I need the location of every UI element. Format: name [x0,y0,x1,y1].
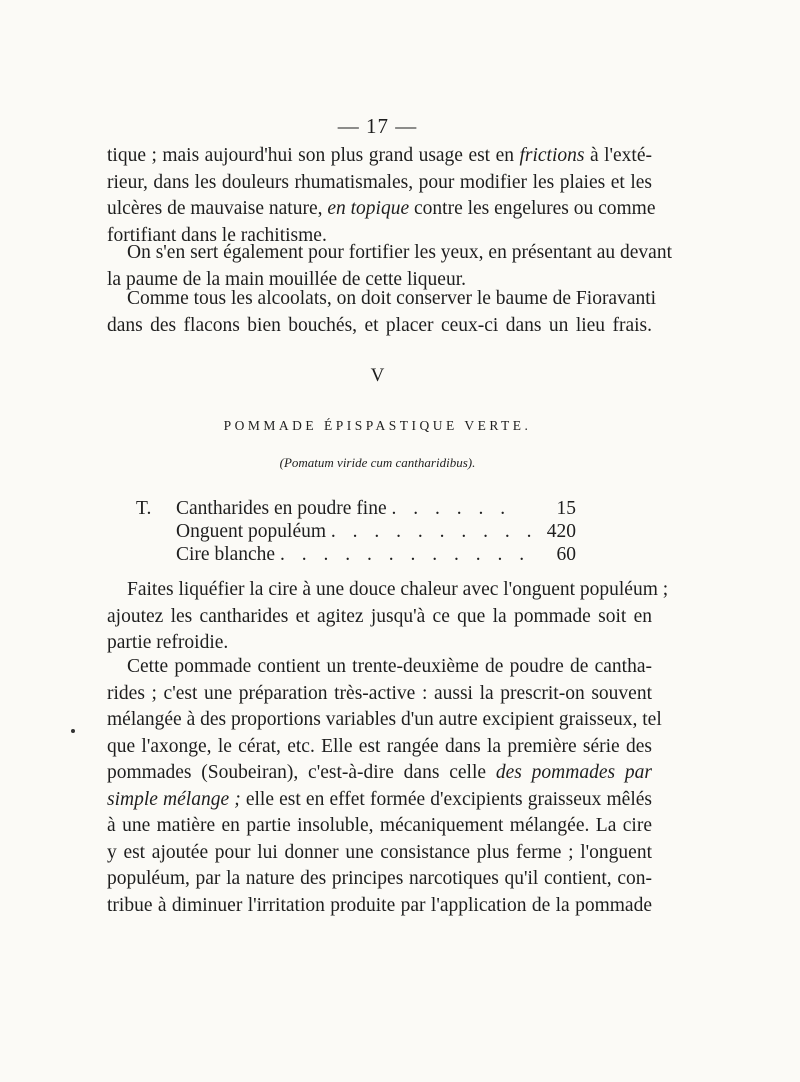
text-line: Comme tous les alcoolats, on doit conserver le baume de Fioravanti [127,288,657,309]
recipe-item-qty: 60 [556,544,576,565]
text-line: fortifiant dans le rachitisme. [107,224,327,246]
paragraph [107,654,662,919]
text-line: à une matière en partie insoluble, mécaniquement mélangée. La cire [107,815,652,836]
text-line: rieur, dans les douleurs rhumatismales, pour modifier les plaies et les [107,171,652,193]
paragraph [107,286,657,339]
italic-text: simple mélange ; [107,788,241,810]
recipe-item-qty: 15 [556,498,576,519]
section-numeral: V [370,365,385,386]
text-line: populéum, par la nature des principes narcotiques qu'il contient, con- [107,868,652,889]
recipe-item-name: Cire blanche . . . . . . . . . . . . [176,544,531,565]
latin-name: (Pomatum viride cum cantharidibus). [279,455,476,470]
text-line: ajoutez les cantharides et agitez jusqu'à ce que la pommade soit en [107,605,652,627]
text-line: mélangée à des proportions variables d'un autre excipient graisseux, tel [107,709,662,730]
text-line: rides ; c'est une préparation très-active : aussi la prescrit-on souvent [107,682,652,704]
text-line: que l'axonge, le cérat, etc. Elle est rangée dans la première série des [107,735,652,757]
text-line: ulcères de mauvaise nature, en topique contre les engelures ou comme [107,198,656,219]
text-line: On s'en sert également pour fortifier les yeux, en présentant au devant [127,242,672,263]
text-line: Cette pommade contient un trente-deuxième de poudre de cantha- [127,656,652,677]
recipe-item-name: Cantharides en poudre fine . . . . . . [176,498,512,519]
paragraph [107,143,656,249]
italic-text: des pommades par [495,762,652,783]
page-number: — 17 — [337,114,418,138]
recipe-prefix: T. [136,498,152,519]
recipe-item-name: Onguent populéum . . . . . . . . . . [176,521,538,542]
text-line: la paume de la main mouillée de cette liqueur. [107,268,466,290]
italic-text: frictions [519,145,585,166]
text-line: simple mélange ; elle est en effet formée d'excipients graisseux mêlés [107,788,653,810]
italic-text: en topique [327,198,410,219]
text-line: Faites liquéfier la cire à une douce chaleur avec l'onguent populéum ; [127,579,669,600]
text-line: dans des flacons bien bouchés, et placer ceux-ci dans un lieu frais. [107,314,652,336]
text-line: tique ; mais aujourd'hui son plus grand usage est en frictions à l'exté- [107,145,652,166]
recipe-item-qty: 420 [546,521,576,542]
text-line: pommades (Soubeiran), c'est-à-dire dans celle des pommades par [107,762,652,783]
paragraph [107,577,669,657]
ink-speck [71,729,75,733]
text-line: y est ajoutée pour lui donner une consistance plus ferme ; l'onguent [107,841,652,863]
text-line: partie refroidie. [107,632,229,653]
section-title: POMMADE ÉPISPASTIQUE VERTE. [223,418,532,433]
text-line: tribue à diminuer l'irritation produite par l'application de la pommade [107,894,652,916]
